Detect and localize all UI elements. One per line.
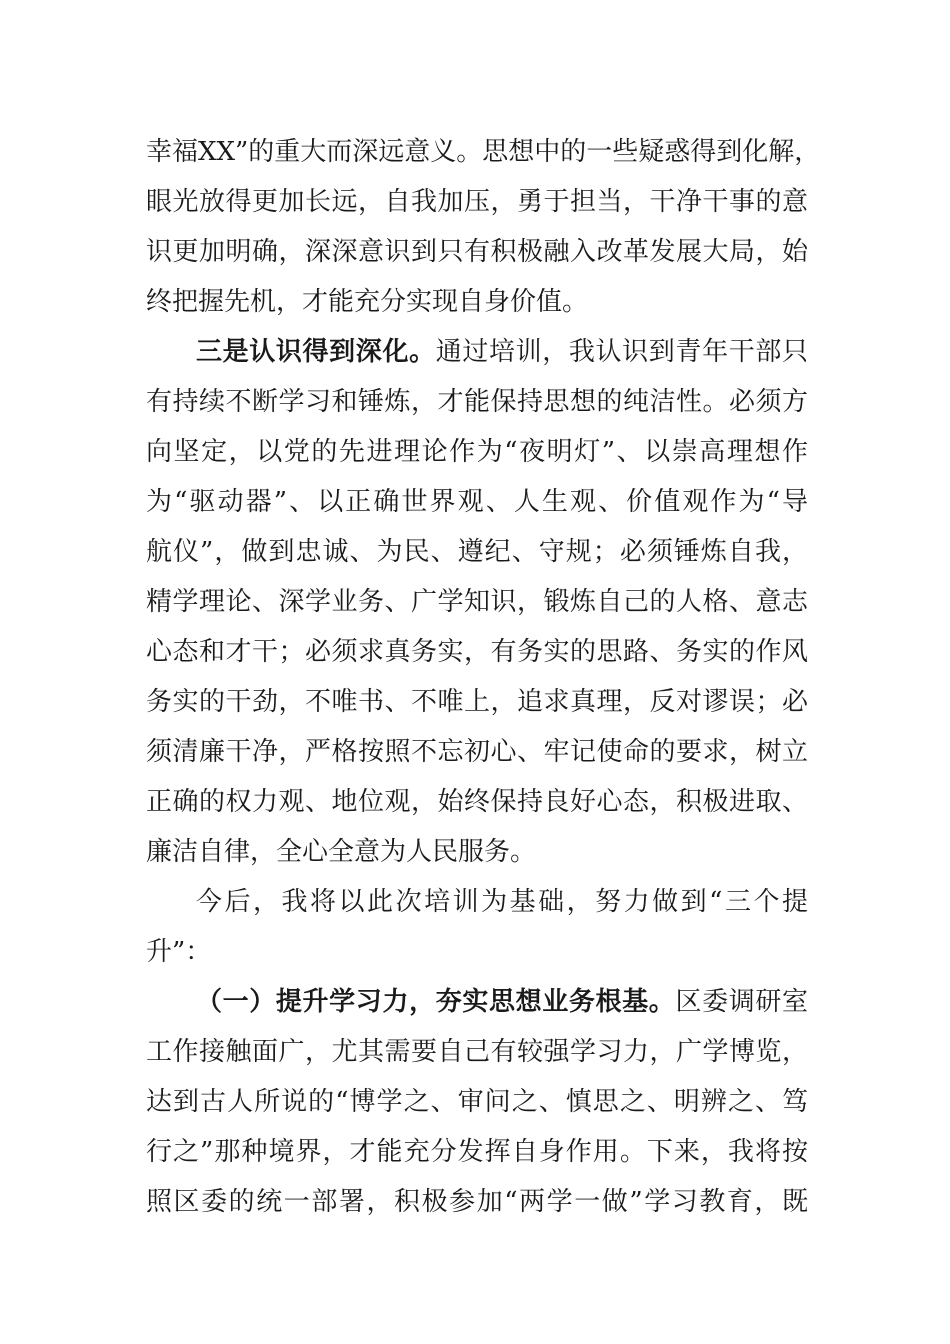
text-line: 航仪”，做到忠诚、为民、遵纪、守规；必须锤炼自我，	[146, 537, 808, 567]
text-line: 终把握先机，才能充分实现自身价值。	[146, 287, 589, 317]
text-line: 照区委的统一部署，积极参加“两学一做”学习教育，既	[146, 1187, 808, 1217]
text-line: 务实的干劲，不唯书、不唯上，追求真理，反对谬误；必	[146, 687, 808, 717]
text-line: 精学理论、深学业务、广学知识，锻炼自己的人格、意志	[146, 587, 808, 617]
text-line: 为“驱动器”、以正确世界观、人生观、价值观作为“导	[146, 487, 808, 517]
text-line: 须清廉干净，严格按照不忘初心、牢记使命的要求，树立	[146, 737, 808, 767]
paragraph-three-first-line	[196, 335, 808, 369]
text-line: 识更加明确，深深意识到只有积极融入改革发展大局，始	[146, 237, 808, 267]
text-line: 廉洁自律，全心全意为人民服务。	[146, 837, 537, 867]
text-span: 区委调研室	[675, 987, 808, 1017]
text-line: 眼光放得更加长远，自我加压，勇于担当，干净干事的意	[146, 187, 808, 217]
heading-three: 三是认识得到深化。	[196, 337, 436, 367]
text-line: 心态和才干；必须求真务实，有务实的思路、务实的作风	[146, 637, 808, 667]
heading-one: （一）提升学习力，夯实思想业务根基。	[196, 987, 676, 1017]
paragraph-one-first-line	[196, 985, 808, 1019]
text-line: 行之”那种境界，才能充分发挥自身作用。下来，我将按	[146, 1137, 808, 1167]
text-line: 正确的权力观、地位观，始终保持良好心态，积极进取、	[146, 787, 808, 817]
text-line: 有持续不断学习和锤炼，才能保持思想的纯洁性。必须方	[146, 387, 808, 417]
text-line: 工作接触面广，尤其需要自己有较强学习力，广学博览，	[146, 1037, 808, 1067]
text-span: 通过培训，我认识到青年干部只	[435, 337, 808, 367]
text-line: 向坚定，以党的先进理论作为“夜明灯”、以崇高理想作	[146, 437, 808, 467]
text-line: 幸福XX”的重大而深远意义。思想中的一些疑惑得到化解，	[146, 137, 821, 167]
text-line: 今后，我将以此次培训为基础，努力做到“三个提	[196, 887, 808, 917]
text-line: 达到古人所说的“博学之、审问之、慎思之、明辨之、笃	[146, 1087, 808, 1117]
text-line: 升”：	[146, 937, 212, 967]
